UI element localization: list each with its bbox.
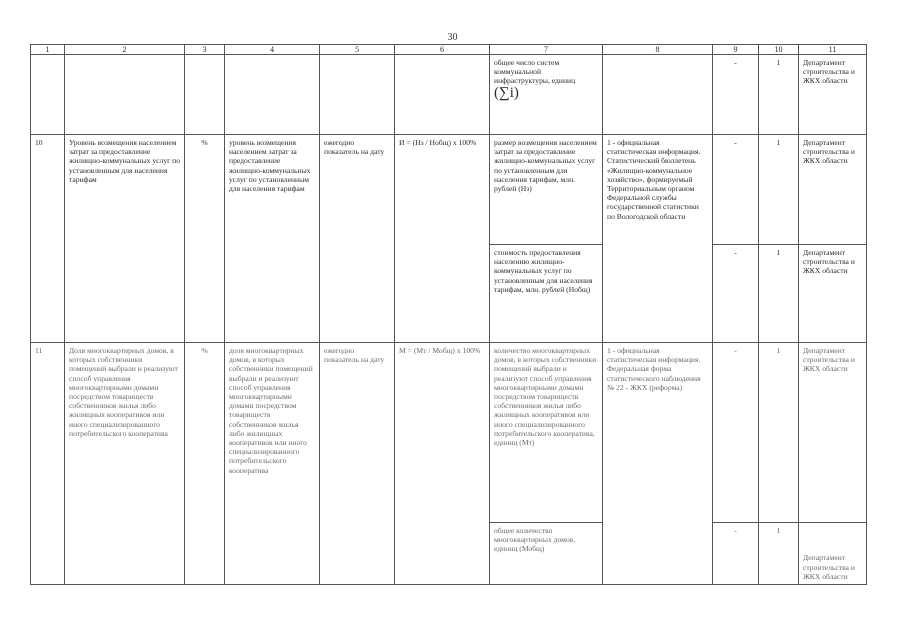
frequency-cell: ежегодно показатель на дату [320,135,395,343]
indicators-table [30,44,867,585]
col10-value: 1 [759,135,799,245]
subindicator-text: общее число систем коммунальной инфраструктуры, единиц [494,58,576,86]
column-number: 11 [799,45,867,55]
column-number: 1 [31,45,65,55]
column-number-row [31,45,867,55]
source-cell: 1 - официальная статистическая информация. Статистический бюллетень «Жилищно-коммунальное хозяйство», формируемый Территориальным органом Федеральной службы государственной статистики по Вологодской области [603,135,713,343]
frequency-cell: ежегодно показатель на дату [320,343,395,585]
responsible-cell: Департамент строительства и ЖКХ области [799,245,867,343]
col9-value: - [713,55,759,135]
col10-value: 1 [759,245,799,343]
row-number: 10 [31,135,65,343]
table-row [31,135,867,245]
definition-cell: доля многоквартирных домов, в которых собственники помещений выбрали и реализуют способ управления многоквартирными домами посредством товариществ собственников жилья либо жилищных кооперативов или иного специализированного потребительского кооператива [225,343,320,585]
formula-cell: М = (Мт / Мобщ) x 100% [395,343,490,585]
definition-cell: уровень возмещения населением затрат за предоставление жилищно-коммунальных услуг по установленным для населения тарифам [225,135,320,343]
responsible-cell: Департамент строительства и ЖКХ области [799,55,867,135]
col10-value: 1 [759,343,799,523]
responsible-cell: Департамент строительства и ЖКХ области [799,523,867,585]
column-number: 4 [225,45,320,55]
column-number: 9 [713,45,759,55]
col9-value: - [713,245,759,343]
col10-value: 1 [759,55,799,135]
column-number: 8 [603,45,713,55]
table-row-continuation [31,55,867,135]
responsible-cell: Департамент строительства и ЖКХ области [799,135,867,245]
row-number: 11 [31,343,65,585]
col9-value: - [713,523,759,585]
indicator-name: Доля многоквартирных домов, в которых собственники помещений выбрали и реализуют способ управления многоквартирными домами посредством товариществ собственников жилья либо жилищных кооперативов или иного специализированного потребительского кооператива [65,343,185,585]
subindicator-cell [490,55,603,135]
column-number: 2 [65,45,185,55]
indicator-name: Уровень возмещения населением затрат за предоставление жилищно-коммунальных услуг по установленным для населения тарифам [65,135,185,343]
subindicator-cell: общее количество многоквартирных домов, единиц (Мобщ) [490,523,603,585]
table-row [31,343,867,523]
column-number: 6 [395,45,490,55]
responsible-cell: Департамент строительства и ЖКХ области [799,343,867,523]
source-cell: 1 - официальная статистическая информация. Федеральная форма статистического наблюдения № 22 - ЖКХ (реформа) [603,343,713,585]
sum-formula: (∑i) [494,84,519,101]
unit-cell: % [185,343,225,585]
col10-value: 1 [759,523,799,585]
subindicator-cell: размер возмещения населением затрат за предоставление жилищно-коммунальных услуг по установленным для населения тарифам, млн. рублей (Нз) [490,135,603,245]
col9-value: - [713,135,759,245]
page-number: 30 [447,32,458,43]
column-number: 3 [185,45,225,55]
unit-cell: % [185,135,225,343]
column-number: 10 [759,45,799,55]
col9-value: - [713,343,759,523]
column-number: 5 [320,45,395,55]
subindicator-cell: стоимость предоставления населению жилищно-коммунальных услуг по установленным для населения тарифам, млн. рублей (Нобщ) [490,245,603,343]
formula-cell: И = (Нз / Нобщ) x 100% [395,135,490,343]
column-number: 7 [490,45,603,55]
subindicator-cell: количество многоквартирных домов, в которых собственники помещений выбрали и реализуют способ управления многоквартирными домами посредством товариществ собственников жилья либо жилищных кооперативов или иного специализированного потребительского кооператива, единиц (Мт) [490,343,603,523]
